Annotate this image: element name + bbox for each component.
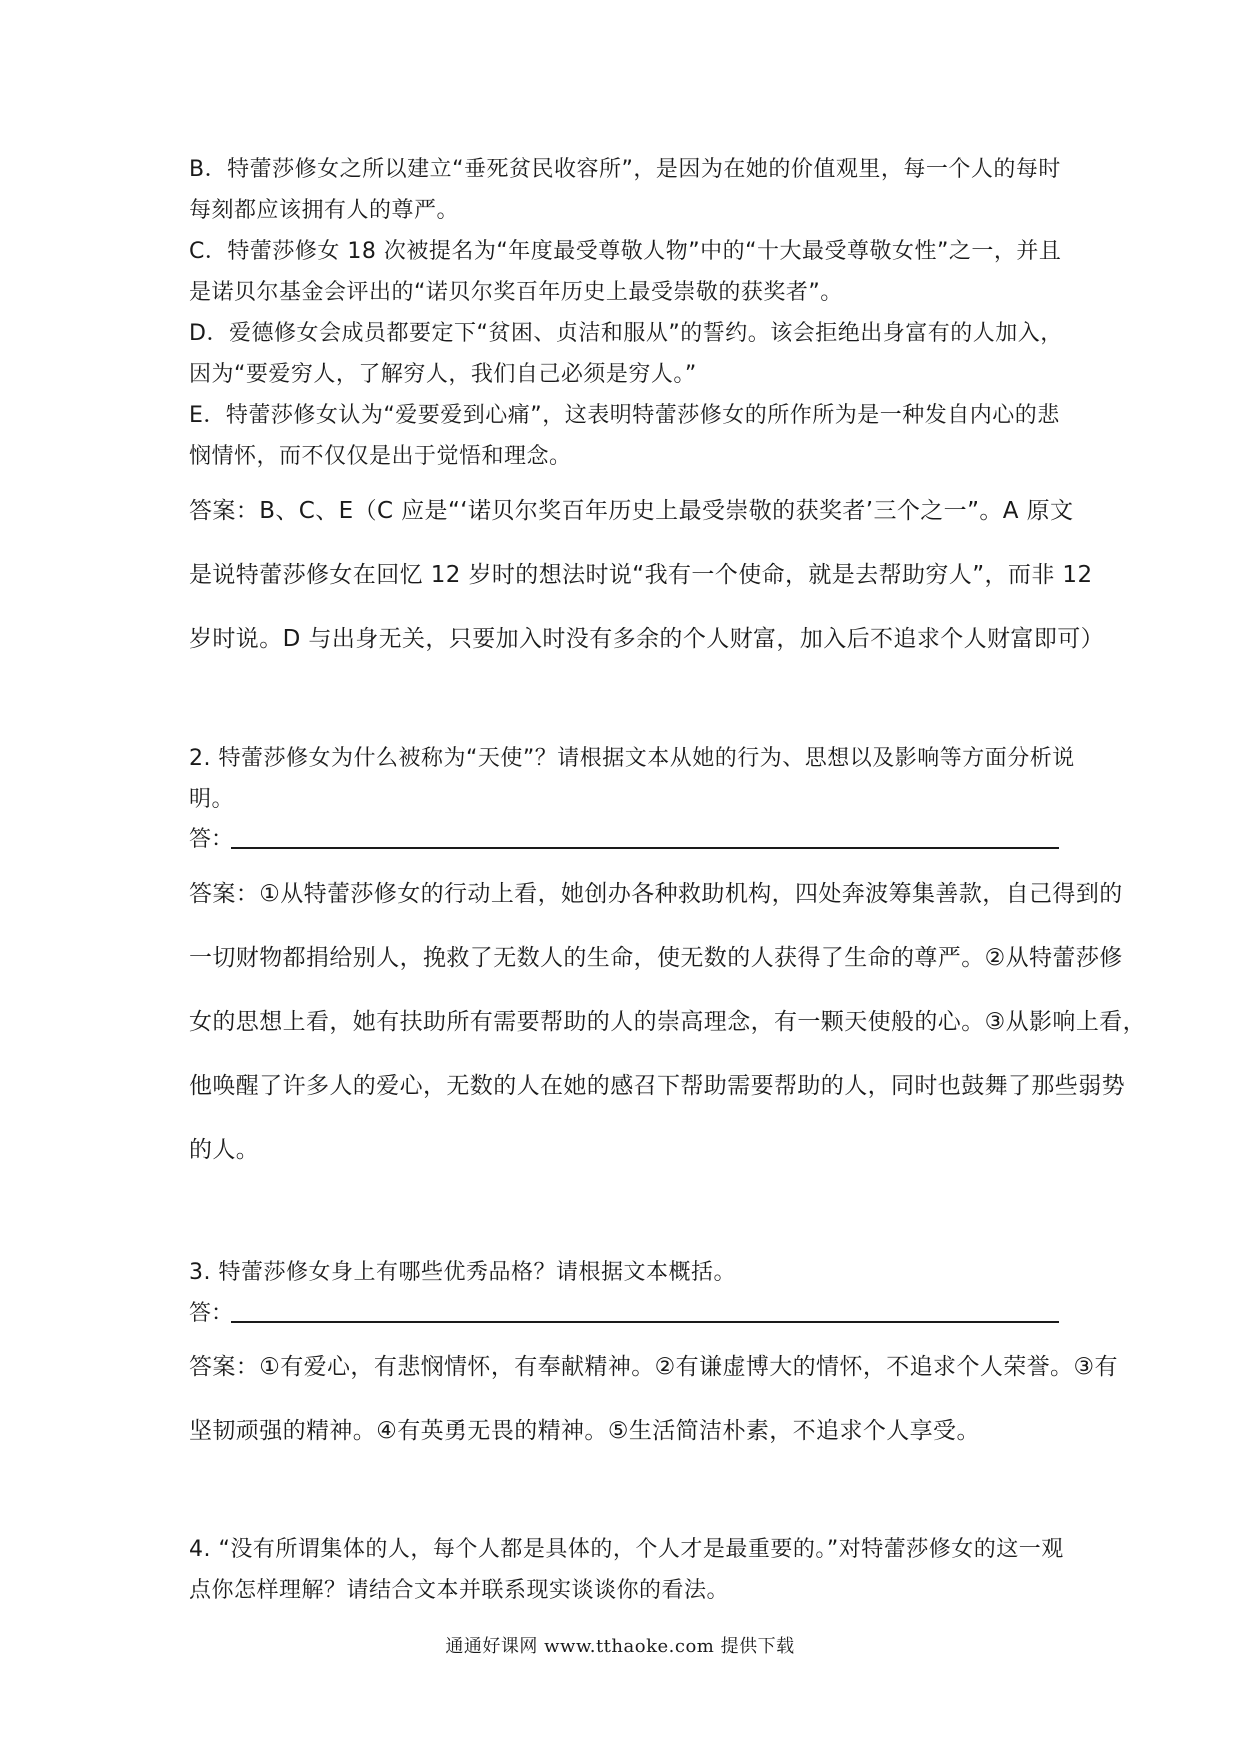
q3-answer-line-2: 坚韧顽强的精神。④有英勇无畏的精神。⑤生活简洁朴素，不追求个人享受。	[189, 1418, 980, 1444]
q2-answer-line-1: 答案：①从特蕾莎修女的行动上看，她创办各种救助机构，四处奔波筹集善款，自己得到的	[189, 881, 1123, 907]
q1-option-b-line-1: B．特蕾莎修女之所以建立“垂死贫民收容所”，是因为在她的价值观里，每一个人的每时	[189, 157, 1061, 182]
q2-answer-line-3: 女的思想上看，她有扶助所有需要帮助的人的崇高理念，有一颗天使般的心。③从影响上看，	[189, 1009, 1147, 1035]
q2-answer-line-5: 的人。	[189, 1137, 260, 1163]
q1-option-b-line-2: 每刻都应该拥有人的尊严。	[189, 198, 460, 223]
q1-option-c-line-2: 是诺贝尔基金会评出的“诺贝尔奖百年历史上最受崇敬的获奖者”。	[189, 280, 843, 305]
q1-option-e-line-1: E．特蕾莎修女认为“爱要爱到心痛”，这表明特蕾莎修女的所作所为是一种发自内心的悲	[189, 403, 1060, 428]
q1-answer-line-1: 答案：B、C、E（C 应是“‘诺贝尔奖百年历史上最受崇敬的获奖者’三个之一”。A 原文	[189, 498, 1074, 524]
q2-answer-line-4: 他唤醒了许多人的爱心，无数的人在她的感召下帮助需要帮助的人，同时也鼓舞了那些弱势	[189, 1073, 1125, 1099]
q3-answer-blank[interactable]	[189, 1299, 1069, 1329]
q1-answer-line-3: 岁时说。D 与出身无关，只要加入时没有多余的个人财富，加入后不追求个人财富即可）	[189, 626, 1105, 652]
q1-option-e-line-2: 悯情怀，而不仅仅是出于觉悟和理念。	[189, 444, 572, 469]
page-footer: 通通好课网 www.tthaoke.com 提供下载	[445, 1636, 795, 1657]
q1-option-d-line-1: D．爱德修女会成员都要定下“贫困、贞洁和服从”的誓约。该会拒绝出身富有的人加入，	[189, 321, 1063, 346]
q2-answer-line-2: 一切财物都捐给别人，挽救了无数人的生命，使无数的人获得了生命的尊严。②从特蕾莎修	[189, 945, 1123, 971]
q3-question-line-1: 3. 特蕾莎修女身上有哪些优秀品格？请根据文本概括。	[189, 1260, 736, 1285]
q3-answer-line-1: 答案：①有爱心，有悲悯情怀，有奉献精神。②有谦虚博大的情怀，不追求个人荣誉。③有	[189, 1354, 1118, 1380]
q2-question-line-1: 2. 特蕾莎修女为什么被称为“天使”？请根据文本从她的行为、思想以及影响等方面分析说	[189, 746, 1075, 771]
q1-answer-line-2: 是说特蕾莎修女在回忆 12 岁时的想法时说“我有一个使命，就是去帮助穷人”，而非 12	[189, 562, 1093, 588]
q2-answer-label: 答：	[189, 827, 234, 852]
q1-option-c-line-1: C．特蕾莎修女 18 次被提名为“年度最受尊敬人物”中的“十大最受尊敬女性”之一，并且	[189, 239, 1062, 264]
q4-question-line-1: 4. “没有所谓集体的人，每个人都是具体的，个人才是最重要的。”对特蕾莎修女的这一观	[189, 1537, 1064, 1562]
q3-answer-underline[interactable]	[231, 1321, 1059, 1323]
q2-answer-blank[interactable]	[189, 825, 1069, 855]
q2-question-line-2: 明。	[189, 787, 235, 812]
q2-answer-underline[interactable]	[231, 847, 1059, 849]
q1-option-d-line-2: 因为“要爱穷人，了解穷人，我们自己必须是穷人。”	[189, 362, 697, 387]
q4-question-line-2: 点你怎样理解？请结合文本并联系现实谈谈你的看法。	[189, 1578, 730, 1603]
q3-answer-label: 答：	[189, 1301, 234, 1326]
